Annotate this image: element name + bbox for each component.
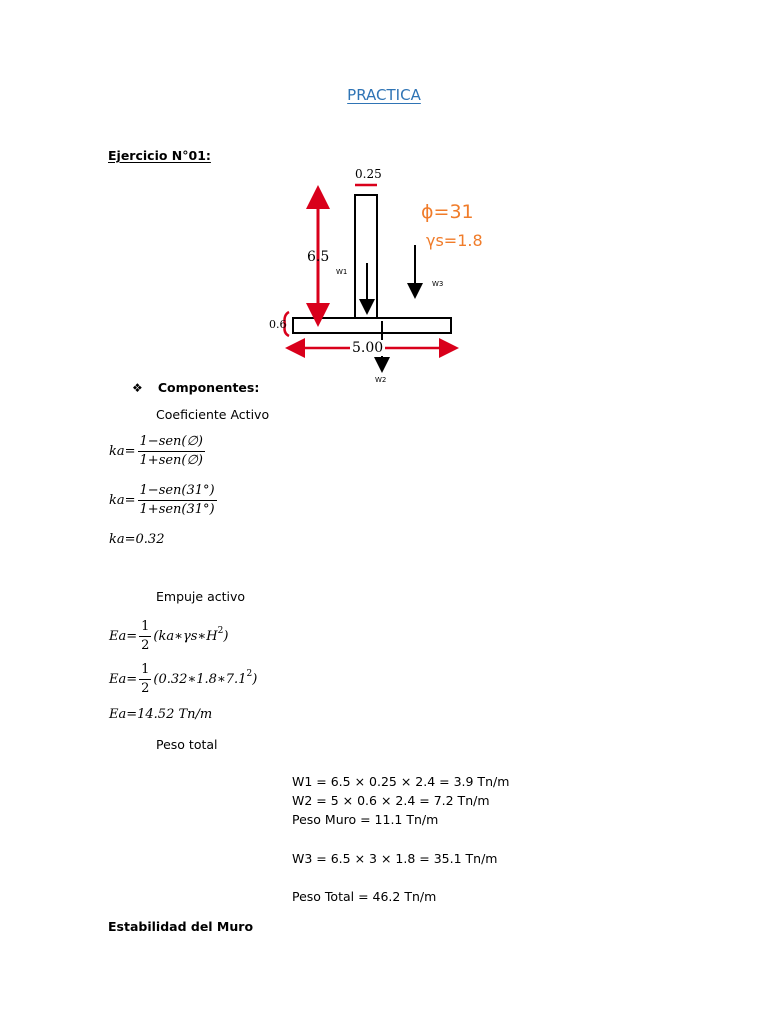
- dim-base-width-label: 5.00: [352, 340, 384, 356]
- ka-formula-2: ka= $\frac{\text{1−sen(31°)}}{\text{1+sen(31°)}}$: [109, 483, 215, 517]
- ea-substitution: Ea= $\frac{1}{2}$ $(0.32∗1.8∗7.1^2)$: [109, 662, 258, 696]
- w2-label: W2: [375, 376, 387, 384]
- exercise-heading: Ejercicio N°01:: [108, 148, 211, 163]
- estabilidad-heading: Estabilidad del Muro: [108, 919, 254, 934]
- dim-height-label: 6.5: [307, 249, 330, 265]
- peso-total-line: Peso Total = 46.2 Tn/m: [292, 889, 437, 904]
- ea-formula: Ea= $\frac{1}{2}$ $(ka∗\gamma s∗H^2)$: [109, 619, 229, 653]
- peso-muro-line: Peso Muro = 11.1 Tn/m: [292, 812, 439, 827]
- diamond-bullet-icon: ❖: [132, 381, 143, 395]
- ea-result: Ea=14.52 Tn/m: [109, 707, 213, 722]
- page-title: PRACTICA: [347, 86, 421, 104]
- gamma-note: γs=1.8: [426, 231, 483, 250]
- w3-line: W3 = 6.5 × 3 × 1.8 = 35.1 Tn/m: [292, 851, 498, 866]
- ka-result: ka=0.32: [109, 532, 165, 547]
- w3-label: W3: [432, 280, 444, 288]
- dim-top-label: 0.25: [355, 167, 382, 181]
- components-heading: [132, 377, 259, 396]
- ka-formula-1: ka= $\frac{\text{1−sen(∅)}}{\text{1+sen(∅)}}$: [109, 434, 203, 468]
- wall-base: [293, 318, 451, 333]
- empuje-title: Empuje activo: [156, 589, 246, 604]
- w1-label: W1: [336, 268, 348, 276]
- retaining-wall-diagram: [265, 165, 483, 395]
- components-label: Componentes:: [157, 380, 260, 395]
- phi-note: ϕ=31: [421, 201, 474, 223]
- peso-title: Peso total: [156, 737, 218, 752]
- w2-line: W2 = 5 × 0.6 × 2.4 = 7.2 Tn/m: [292, 793, 490, 808]
- w1-line: W1 = 6.5 × 0.25 × 2.4 = 3.9 Tn/m: [292, 774, 510, 789]
- dim-base-thickness-label: 0.6: [269, 318, 287, 331]
- coef-title: Coeficiente Activo: [156, 407, 270, 422]
